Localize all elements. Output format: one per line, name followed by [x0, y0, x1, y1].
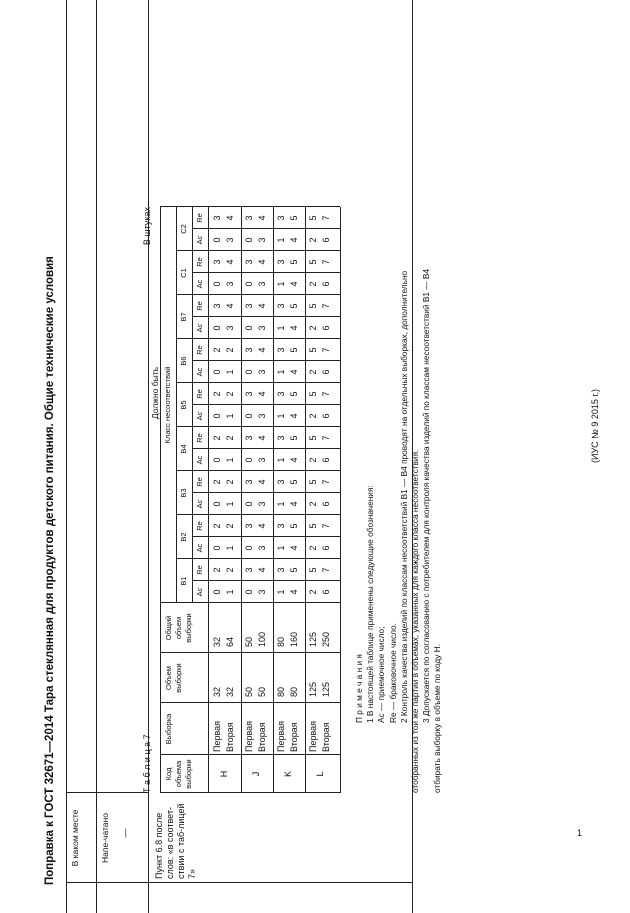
value-cell: 3: [244, 303, 254, 309]
value-cell: 4: [225, 303, 235, 309]
value-cell: 0: [212, 501, 222, 507]
value-cell: 3: [225, 237, 235, 243]
value-cell: 1: [225, 589, 235, 595]
value-cell: 2: [212, 523, 222, 529]
value-cell: 7: [321, 567, 331, 573]
sample-cell: Вторая: [225, 722, 235, 752]
class-label: B1: [179, 576, 188, 586]
value-cell: 3: [257, 501, 267, 507]
re-label: Re: [195, 521, 204, 531]
value-cell: 5: [289, 303, 299, 309]
table-caption: Т а б л и ц а 7: [142, 734, 152, 793]
value-cell: 5: [308, 479, 318, 485]
value-cell: 0: [212, 413, 222, 419]
note-line: 3 Допускается по согласованию с потребителем для контроля качества изделий по классам несоответствий B1 — B4: [421, 268, 432, 723]
code-cell: L: [314, 771, 325, 777]
value-cell: 0: [212, 545, 222, 551]
total-cell: 160: [289, 631, 299, 647]
value-cell: 2: [308, 237, 318, 243]
header-where: [66, 883, 96, 913]
border-line: [96, 0, 97, 913]
value-cell: 4: [257, 567, 267, 573]
class-header: Класс несоответствий: [163, 366, 172, 444]
sample-cell: Первая: [212, 720, 222, 752]
border-line: [66, 792, 148, 793]
value-cell: 5: [308, 215, 318, 221]
ac-label: Ac: [195, 411, 204, 421]
code-cell: H: [218, 770, 229, 778]
value-cell: 2: [308, 413, 318, 419]
value-cell: 0: [212, 281, 222, 287]
ac-label: Ac: [195, 323, 204, 333]
printed-cell: —: [120, 828, 130, 838]
total-cell: 100: [257, 631, 267, 647]
value-cell: 0: [244, 369, 254, 375]
ius-reference: (ИУС № 9 2015 г.): [590, 388, 600, 463]
value-cell: 5: [289, 259, 299, 265]
value-cell: 3: [244, 259, 254, 265]
value-cell: 0: [212, 237, 222, 243]
value-cell: 2: [225, 347, 235, 353]
volume-cell: 32: [212, 686, 222, 697]
value-cell: 6: [321, 457, 331, 463]
value-cell: 1: [276, 325, 286, 331]
total-cell: 125: [308, 631, 318, 647]
value-cell: 7: [321, 479, 331, 485]
value-cell: 4: [289, 545, 299, 551]
value-cell: 0: [244, 457, 254, 463]
table-grid-line: [241, 207, 242, 793]
value-cell: 0: [244, 589, 254, 595]
value-cell: 2: [308, 281, 318, 287]
value-cell: 6: [321, 589, 331, 595]
value-cell: 2: [308, 369, 318, 375]
value-cell: 0: [212, 325, 222, 331]
sample-cell: Вторая: [289, 722, 299, 752]
re-label: Re: [195, 477, 204, 487]
header-where: В каком месте: [70, 809, 80, 867]
value-cell: 3: [276, 391, 286, 397]
ac-label: Ac: [195, 499, 204, 509]
value-cell: 2: [212, 479, 222, 485]
value-cell: 3: [244, 215, 254, 221]
volume-cell: 125: [321, 681, 331, 697]
value-cell: 3: [257, 369, 267, 375]
value-cell: 0: [244, 501, 254, 507]
value-cell: 2: [308, 325, 318, 331]
value-cell: 4: [257, 215, 267, 221]
value-cell: 4: [289, 325, 299, 331]
value-cell: 2: [212, 347, 222, 353]
value-cell: 5: [308, 259, 318, 265]
class-label: B4: [179, 444, 188, 454]
total-cell: 50: [244, 636, 254, 647]
value-cell: 1: [225, 413, 235, 419]
note-line: 2 Контроль качества изделий по классам несоответствий B1 — B4 проводят на отдельных выборках, дополнительно: [398, 270, 409, 723]
volume-cell: 80: [276, 686, 286, 697]
ac-label: Ac: [195, 367, 204, 377]
value-cell: 4: [257, 523, 267, 529]
value-cell: 3: [276, 523, 286, 529]
value-cell: 5: [308, 567, 318, 573]
value-cell: 2: [225, 479, 235, 485]
value-cell: 3: [276, 567, 286, 573]
class-label: B7: [179, 312, 188, 322]
value-cell: 4: [289, 281, 299, 287]
value-cell: 7: [321, 259, 331, 265]
sample-cell: Первая: [244, 720, 254, 752]
value-cell: 2: [308, 545, 318, 551]
value-cell: 7: [321, 523, 331, 529]
table-grid-line: [340, 207, 341, 793]
re-label: Re: [195, 213, 204, 223]
re-label: Re: [195, 345, 204, 355]
value-cell: 5: [308, 303, 318, 309]
re-label: Re: [195, 257, 204, 267]
value-cell: 3: [257, 545, 267, 551]
value-cell: 2: [225, 523, 235, 529]
value-cell: 1: [225, 457, 235, 463]
note-line: Re — браковочное число.: [387, 623, 398, 723]
value-cell: 0: [244, 281, 254, 287]
re-label: Re: [195, 301, 204, 311]
ac-label: Ac: [195, 455, 204, 465]
total-cell: 64: [225, 636, 235, 647]
value-cell: 3: [212, 259, 222, 265]
value-cell: 2: [212, 567, 222, 573]
value-cell: 0: [212, 457, 222, 463]
note-line: отобранных из той же партии в объемах, указанных для каждого класса несоответствия.: [410, 449, 420, 793]
value-cell: 5: [289, 479, 299, 485]
value-cell: 4: [289, 237, 299, 243]
ac-label: Ac: [195, 279, 204, 289]
value-cell: 1: [276, 369, 286, 375]
value-cell: 0: [244, 325, 254, 331]
re-label: Re: [195, 565, 204, 575]
class-label: C2: [179, 224, 188, 234]
value-cell: 5: [289, 523, 299, 529]
value-cell: 3: [225, 325, 235, 331]
border-line: [66, 882, 412, 883]
value-cell: 6: [321, 281, 331, 287]
value-cell: 0: [244, 545, 254, 551]
volume-cell: 125: [308, 681, 318, 697]
value-cell: 1: [225, 545, 235, 551]
code-header: Код объема выборки: [164, 759, 193, 789]
doc-title: Поправка к ГОСТ 32671—2014 Тара стеклянная для продуктов детского питания. Общие технические условия: [44, 256, 56, 885]
re-label: Re: [195, 389, 204, 399]
value-cell: 7: [321, 347, 331, 353]
value-cell: 2: [308, 589, 318, 595]
note-line: отбирать выборку в объеме по коду H.: [432, 643, 443, 793]
value-cell: 3: [225, 281, 235, 287]
table-grid-line: [273, 207, 274, 793]
value-cell: 1: [276, 589, 286, 595]
note-line: 1 В настоящей таблице применены следующие обозначения:: [365, 485, 376, 723]
header-should-text: Должно быть: [150, 366, 160, 420]
value-cell: 2: [225, 435, 235, 441]
table-grid-line: [160, 207, 161, 793]
value-cell: 3: [257, 281, 267, 287]
sample-header: Выборка: [164, 713, 173, 745]
table-units: В штуках: [142, 207, 152, 246]
sample-cell: Первая: [276, 720, 286, 752]
page-number: 1: [577, 828, 583, 838]
value-cell: 3: [276, 347, 286, 353]
table-grid-line: [160, 702, 340, 703]
value-cell: 4: [257, 479, 267, 485]
value-cell: 5: [289, 215, 299, 221]
value-cell: 6: [321, 369, 331, 375]
value-cell: 4: [289, 501, 299, 507]
value-cell: 2: [308, 501, 318, 507]
note-line: П р и м е ч а н и я: [354, 654, 364, 723]
table-grid-line: [305, 207, 306, 793]
volume-cell: 80: [289, 686, 299, 697]
volume-cell: 50: [244, 686, 254, 697]
table-grid-line: [192, 207, 193, 603]
total-cell: 250: [321, 631, 331, 647]
value-cell: 3: [212, 303, 222, 309]
value-cell: 4: [289, 457, 299, 463]
value-cell: 4: [257, 391, 267, 397]
value-cell: 4: [225, 259, 235, 265]
value-cell: 5: [308, 435, 318, 441]
total-cell: 80: [276, 636, 286, 647]
value-cell: 3: [244, 435, 254, 441]
value-cell: 2: [212, 435, 222, 441]
value-cell: 5: [289, 347, 299, 353]
header-printed: Напе-чатано: [100, 813, 110, 863]
value-cell: 1: [276, 237, 286, 243]
sample-cell: Вторая: [321, 722, 331, 752]
class-label: B2: [179, 532, 188, 542]
value-cell: 3: [276, 303, 286, 309]
ac-label: Ac: [195, 587, 204, 597]
sample-cell: Первая: [308, 720, 318, 752]
value-cell: 1: [276, 501, 286, 507]
value-cell: 0: [244, 237, 254, 243]
value-cell: 6: [321, 237, 331, 243]
table-grid-line: [176, 207, 177, 603]
value-cell: 6: [321, 501, 331, 507]
class-label: B6: [179, 356, 188, 366]
value-cell: 1: [276, 281, 286, 287]
value-cell: 2: [225, 567, 235, 573]
value-cell: 5: [289, 435, 299, 441]
value-cell: 4: [289, 413, 299, 419]
value-cell: 7: [321, 215, 331, 221]
value-cell: 5: [289, 567, 299, 573]
ac-label: Ac: [195, 235, 204, 245]
value-cell: 4: [257, 347, 267, 353]
table-grid-line: [160, 652, 340, 653]
ac-label: Ac: [195, 543, 204, 553]
code-cell: J: [250, 771, 261, 777]
value-cell: 4: [225, 215, 235, 221]
value-cell: 4: [257, 435, 267, 441]
note-line: Ac — приемочное число;: [376, 626, 387, 723]
value-cell: 1: [225, 501, 235, 507]
value-cell: 3: [257, 413, 267, 419]
value-cell: 6: [321, 413, 331, 419]
value-cell: 3: [257, 457, 267, 463]
value-cell: 4: [289, 589, 299, 595]
value-cell: 5: [308, 391, 318, 397]
value-cell: 2: [212, 391, 222, 397]
value-cell: 3: [257, 589, 267, 595]
value-cell: 3: [276, 479, 286, 485]
value-cell: 0: [244, 413, 254, 419]
total-header: Общий объем выборки: [164, 613, 193, 643]
value-cell: 7: [321, 391, 331, 397]
value-cell: 4: [257, 303, 267, 309]
value-cell: 3: [212, 215, 222, 221]
value-cell: 2: [225, 391, 235, 397]
value-cell: 4: [257, 259, 267, 265]
value-cell: 1: [276, 545, 286, 551]
value-cell: 0: [212, 369, 222, 375]
value-cell: 5: [308, 523, 318, 529]
value-cell: 2: [308, 457, 318, 463]
value-cell: 3: [257, 237, 267, 243]
volume-header: Объем выборки: [164, 663, 183, 693]
value-cell: 3: [244, 523, 254, 529]
value-cell: 1: [276, 413, 286, 419]
value-cell: 7: [321, 303, 331, 309]
class-label: C1: [179, 268, 188, 278]
value-cell: 3: [244, 347, 254, 353]
value-cell: 3: [244, 391, 254, 397]
value-cell: 6: [321, 325, 331, 331]
value-cell: 4: [289, 369, 299, 375]
border-line: [66, 0, 67, 913]
value-cell: 3: [244, 567, 254, 573]
value-cell: 3: [257, 325, 267, 331]
location-cell: Пункт 6.8 после слов: «в соответ-ствии с таб-лицей 7»: [154, 803, 197, 879]
volume-cell: 50: [257, 686, 267, 697]
value-cell: 1: [225, 369, 235, 375]
class-label: B3: [179, 488, 188, 498]
value-cell: 3: [276, 435, 286, 441]
code-cell: K: [282, 771, 293, 778]
volume-cell: 32: [225, 686, 235, 697]
value-cell: 0: [212, 589, 222, 595]
value-cell: 6: [321, 545, 331, 551]
value-cell: 5: [308, 347, 318, 353]
total-cell: 32: [212, 636, 222, 647]
value-cell: 3: [276, 215, 286, 221]
class-label: B5: [179, 400, 188, 410]
value-cell: 7: [321, 435, 331, 441]
re-label: Re: [195, 433, 204, 443]
value-cell: 3: [244, 479, 254, 485]
value-cell: 5: [289, 391, 299, 397]
sample-cell: Вторая: [257, 722, 267, 752]
value-cell: 3: [276, 259, 286, 265]
value-cell: 1: [276, 457, 286, 463]
